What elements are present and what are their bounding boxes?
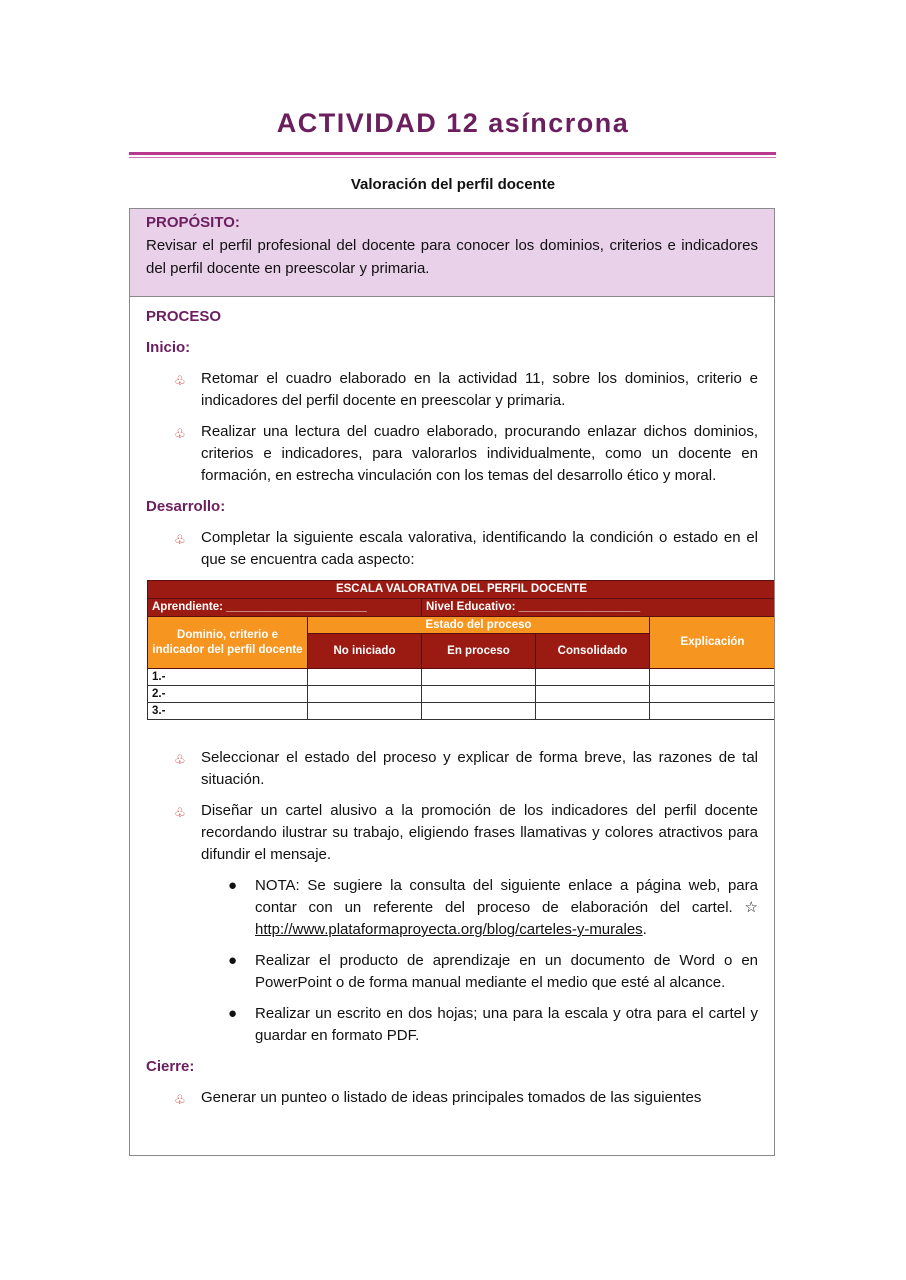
purpose-box: [130, 209, 774, 297]
table-cell[interactable]: [650, 686, 776, 703]
fleur-bullet-icon: ♧: [174, 373, 186, 388]
in-process-column-header: En proceso: [422, 634, 536, 669]
table-cell[interactable]: [308, 669, 422, 686]
row-number: 2.-: [148, 686, 308, 703]
list-item-text: Diseñar un cartel alusivo a la promoción de los indicadores del perfil docente recordando ilustrar su trabajo, eligiendo frases llamativas y colores atractivos para difundir el mensaje.: [201, 802, 758, 863]
title-underline-thin: [129, 157, 776, 158]
page-title: ACTIVIDAD 12 asíncrona: [276, 108, 630, 138]
sub-list-item-text: Realizar el producto de aprendizaje en un documento de Word o en PowerPoint o de forma manual mediante el medio que esté al alcance.: [255, 952, 758, 991]
process-heading: PROCESO: [146, 308, 222, 325]
disc-bullet-icon: ●: [228, 877, 238, 894]
list-item-text: Retomar el cuadro elaborado en la actividad 11, sobre los dominios, criterio e indicadores del perfil docente en preescolar y primaria.: [201, 370, 758, 409]
sub-list-item: [146, 950, 758, 994]
row-number: 3.-: [148, 703, 308, 720]
title-underline: [129, 152, 776, 155]
sub-list-item: [146, 1003, 758, 1047]
explanation-column-header: Explicación: [650, 617, 776, 669]
state-column-header: Estado del proceso: [308, 617, 650, 634]
activity-frame: [129, 208, 775, 1156]
table-cell[interactable]: [650, 669, 776, 686]
process-section: [130, 297, 774, 1109]
scale-table-title: ESCALA VALORATIVA DEL PERFIL DOCENTE: [148, 581, 776, 599]
inicio-heading: Inicio:: [146, 339, 191, 356]
table-cell[interactable]: [308, 703, 422, 720]
page-subtitle: Valoración del perfil docente: [350, 176, 556, 193]
list-item-text: Generar un punteo o listado de ideas principales tomados de las siguientes: [201, 1089, 702, 1106]
list-item-text: Completar la siguiente escala valorativa, identificando la condición o estado en el que se encuentra cada aspecto:: [201, 529, 758, 568]
table-cell[interactable]: [422, 669, 536, 686]
cartel-reference-link[interactable]: http://www.plataformaproyecta.org/blog/carteles-y-murales: [255, 921, 643, 938]
learner-label: Aprendiente: ______________________: [148, 599, 422, 617]
list-item: [146, 527, 758, 571]
list-item: [146, 1087, 758, 1109]
note-end: .: [642, 921, 647, 938]
list-item-text: Seleccionar el estado del proceso y explicar de forma breve, las razones de tal situación.: [201, 749, 758, 788]
sub-list-item: [146, 875, 758, 941]
fleur-bullet-icon: ♧: [174, 752, 186, 767]
row-number: 1.-: [148, 669, 308, 686]
fleur-bullet-icon: ♧: [174, 1092, 186, 1107]
table-cell[interactable]: [422, 703, 536, 720]
table-cell[interactable]: [650, 703, 776, 720]
list-item: [146, 421, 758, 487]
list-item: [146, 747, 758, 791]
note-text: NOTA: Se sugiere la consulta del siguiente enlace a página web, para contar con un referente del proceso de elaboración del cartel. ☆: [255, 877, 758, 916]
sub-list-item-text: Realizar un escrito en dos hojas; una para la escala y otra para el cartel y guardar en formato PDF.: [255, 1005, 758, 1044]
fleur-bullet-icon: ♧: [174, 805, 186, 820]
table-cell[interactable]: [422, 686, 536, 703]
table-row: [148, 686, 776, 703]
not-started-column-header: No iniciado: [308, 634, 422, 669]
cierre-heading: Cierre:: [146, 1058, 195, 1075]
list-item: [146, 368, 758, 412]
fleur-bullet-icon: ♧: [174, 426, 186, 441]
disc-bullet-icon: ●: [228, 952, 238, 969]
list-item-text: Realizar una lectura del cuadro elaborado, procurando enlazar dichos dominios, criterios e indicadores, para valorarlos individualmente, como un docente en formación, en estrecha vinculación con los temas del desarrollo ético y moral.: [201, 423, 758, 484]
purpose-text: Revisar el perfil profesional del docente para conocer los dominios, criterios e indicadores del perfil docente en preescolar y primaria.: [146, 237, 758, 277]
fleur-bullet-icon: ♧: [174, 532, 186, 547]
consolidated-column-header: Consolidado: [536, 634, 650, 669]
table-cell[interactable]: [536, 669, 650, 686]
table-cell[interactable]: [536, 686, 650, 703]
desarrollo-heading: Desarrollo:: [146, 498, 226, 515]
list-item: [146, 800, 758, 866]
table-cell[interactable]: [308, 686, 422, 703]
disc-bullet-icon: ●: [228, 1005, 238, 1022]
table-row: [148, 703, 776, 720]
table-row: [148, 669, 776, 686]
level-label: Nivel Educativo: ___________________: [422, 599, 776, 617]
domain-column-header: Dominio, criterio e indicador del perfil docente: [148, 617, 308, 669]
scale-table: [147, 580, 775, 721]
table-cell[interactable]: [536, 703, 650, 720]
purpose-heading: PROPÓSITO:: [146, 214, 240, 231]
